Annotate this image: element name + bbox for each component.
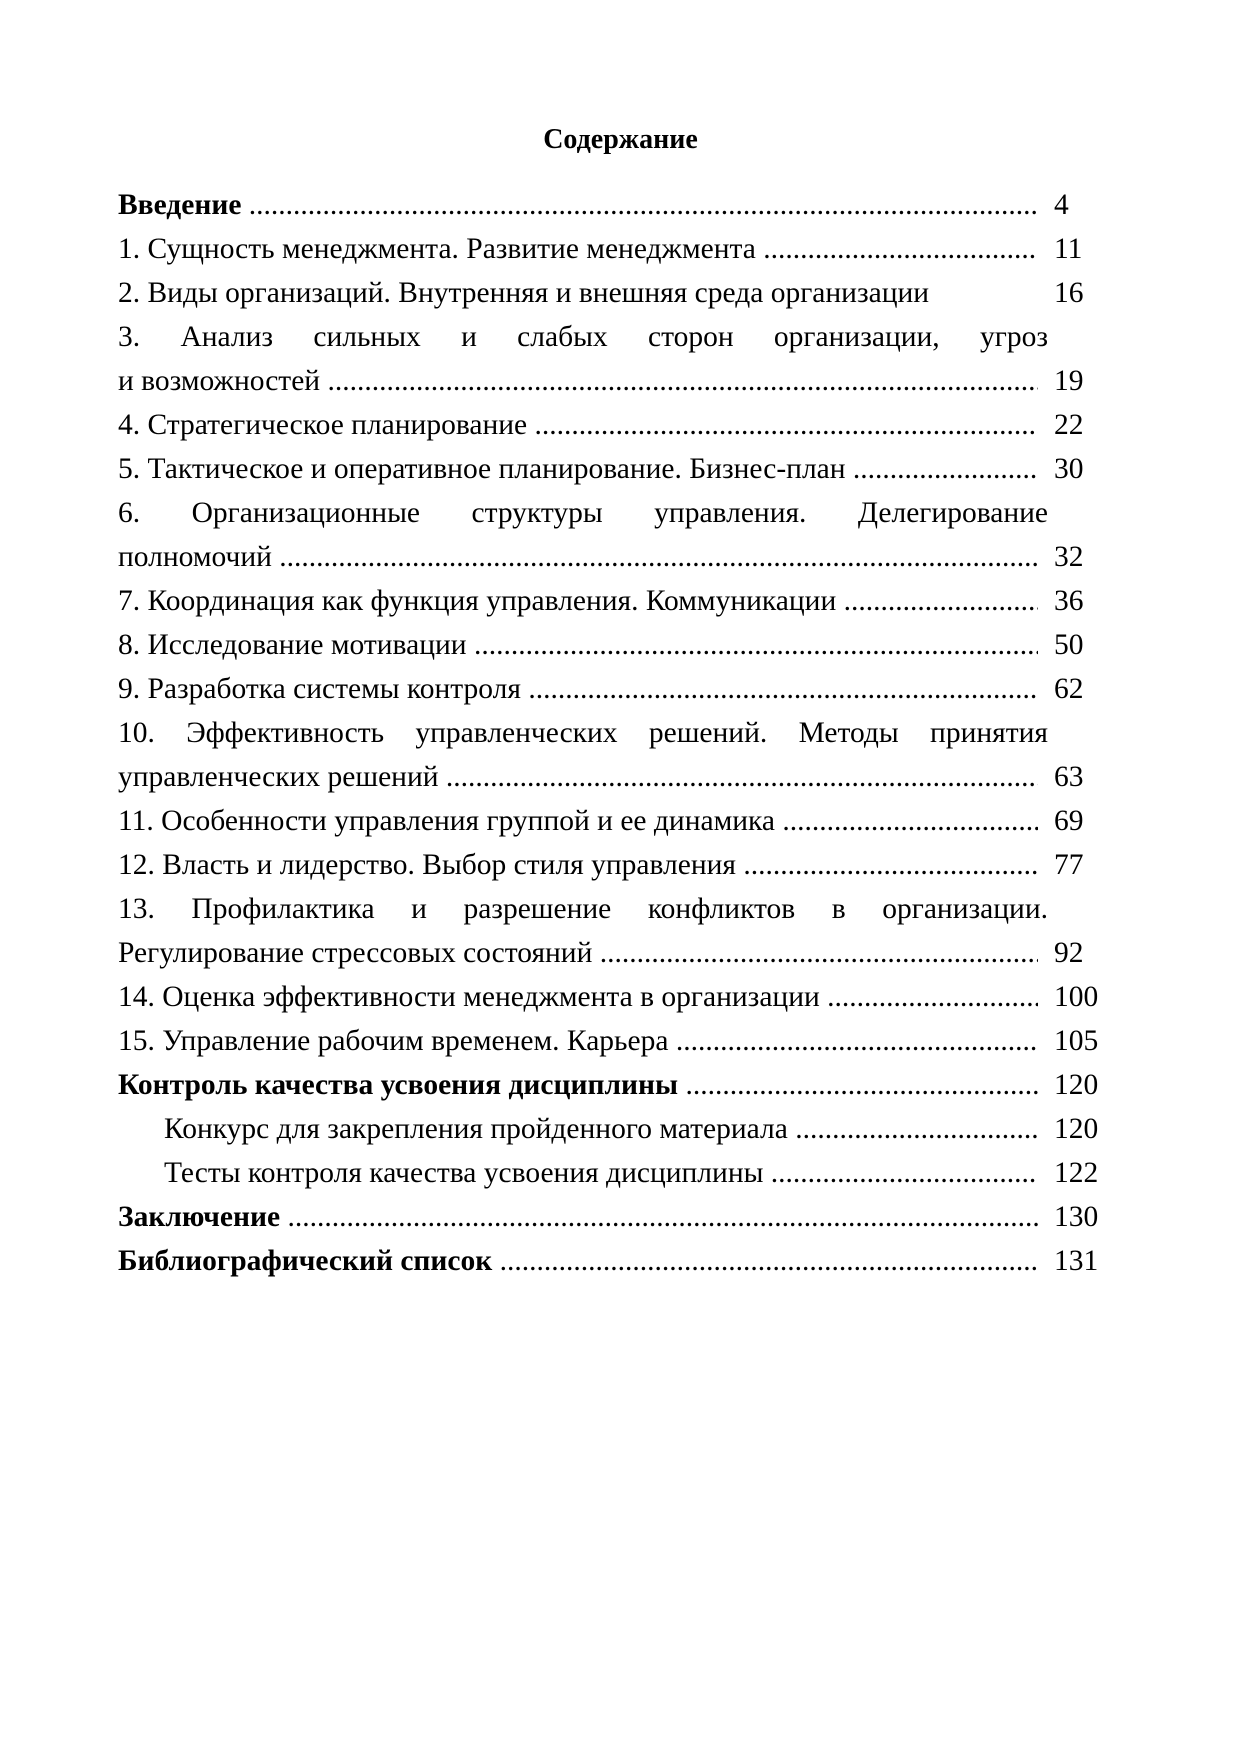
toc-title: Содержание [543,124,698,155]
toc-entry-text: Введение ..... [118,183,1038,227]
toc-entry-page: 130 [1054,1201,1099,1233]
toc-entry-text: Тесты контроля качества усвоения дисциплины ..... [164,1151,1038,1195]
toc-entry-page: 77 [1054,849,1084,881]
toc-entry-11[interactable] [118,799,1118,843]
toc-entry-page: 100 [1054,981,1099,1013]
toc-entry-bibliography[interactable] [118,1239,1118,1283]
toc-entry-1[interactable] [118,227,1118,271]
toc-entry-page: 4 [1054,189,1069,221]
toc-entry-introduction[interactable] [118,183,1118,227]
toc-entry-3-line2[interactable] [118,359,1118,403]
toc-entry-quality-control[interactable] [118,1063,1118,1107]
toc-entry-text: 11. Особенности управления группой и ее динамика ..... [118,799,1038,843]
toc-entry-6-line1[interactable] [118,491,1118,535]
toc-entry-page: 122 [1054,1157,1099,1189]
toc-entry-page: 63 [1054,761,1084,793]
toc-entry-page: 120 [1054,1113,1099,1145]
toc-entry-page: 16 [1054,277,1084,309]
toc-entry-text: 15. Управление рабочим временем. Карьера ..... [118,1019,1038,1063]
toc-entry-text: Регулирование стрессовых состояний ..... [118,931,1038,975]
toc-entry-tests[interactable] [118,1151,1118,1195]
toc-entry-page: 62 [1054,673,1084,705]
toc-entry-text: Конкурс для закрепления пройденного материала ..... [164,1107,1038,1151]
toc-entry-page: 11 [1054,233,1083,265]
toc-entry-6-line2[interactable] [118,535,1118,579]
toc-entry-page: 22 [1054,409,1084,441]
toc-entry-contest[interactable] [118,1107,1118,1151]
toc-entry-page: 105 [1054,1025,1099,1057]
toc-entry-2[interactable] [118,271,1118,315]
toc-entry-text: 3. Анализ сильных и слабых сторон организации, угроз [118,321,1048,353]
toc-entry-9[interactable] [118,667,1118,711]
toc-entry-14[interactable] [118,975,1118,1019]
toc-entry-page: 69 [1054,805,1084,837]
toc-entry-7[interactable] [118,579,1118,623]
toc-entry-text: 13. Профилактика и разрешение конфликтов в организации. [118,893,1048,925]
toc-entry-text: 9. Разработка системы контроля ..... [118,667,1038,711]
toc-entry-12[interactable] [118,843,1118,887]
toc-entry-3-line1[interactable] [118,315,1118,359]
toc-entry-8[interactable] [118,623,1118,667]
toc-entry-page: 92 [1054,937,1084,969]
toc-entry-text: 2. Виды организаций. Внутренняя и внешняя среда организации [118,277,930,309]
toc-entry-page: 131 [1054,1245,1099,1277]
toc-entry-10-line1[interactable] [118,711,1118,755]
toc-entry-conclusion[interactable] [118,1195,1118,1239]
toc-entry-text: 1. Сущность менеджмента. Развитие менеджмента ..... [118,227,1038,271]
toc-entry-text: 14. Оценка эффективности менеджмента в организации ..... [118,975,1038,1019]
toc-entry-10-line2[interactable] [118,755,1118,799]
toc-entry-text: 12. Власть и лидерство. Выбор стиля управления ..... [118,843,1038,887]
table-of-contents [118,183,1118,1283]
toc-entry-text: 10. Эффективность управленческих решений. Методы принятия [118,717,1048,749]
toc-entry-4[interactable] [118,403,1118,447]
toc-entry-page: 19 [1054,365,1084,397]
toc-entry-text: 8. Исследование мотивации ..... [118,623,1038,667]
toc-entry-text: 5. Тактическое и оперативное планирование. Бизнес-план ..... [118,447,1038,491]
toc-entry-13-line1[interactable] [118,887,1118,931]
toc-entry-text: Контроль качества усвоения дисциплины ..... [118,1063,1038,1107]
toc-entry-text: 7. Координация как функция управления. Коммуникации ..... [118,579,1038,623]
toc-entry-text: 6. Организационные структуры управления. Делегирование [118,497,1048,529]
toc-entry-page: 32 [1054,541,1084,573]
toc-entry-text: полномочий ..... [118,535,1038,579]
toc-entry-page: 50 [1054,629,1084,661]
toc-entry-15[interactable] [118,1019,1118,1063]
toc-entry-text: Заключение ..... [118,1195,1038,1239]
toc-entry-5[interactable] [118,447,1118,491]
toc-entry-13-line2[interactable] [118,931,1118,975]
toc-entry-text: и возможностей ..... [118,359,1038,403]
toc-entry-text: управленческих решений ..... [118,755,1038,799]
toc-entry-text: Библиографический список ..... [118,1239,1038,1283]
toc-entry-page: 120 [1054,1069,1099,1101]
toc-entry-text: 4. Стратегическое планирование ..... [118,403,1038,447]
toc-entry-page: 30 [1054,453,1084,485]
toc-entry-page: 36 [1054,585,1084,617]
